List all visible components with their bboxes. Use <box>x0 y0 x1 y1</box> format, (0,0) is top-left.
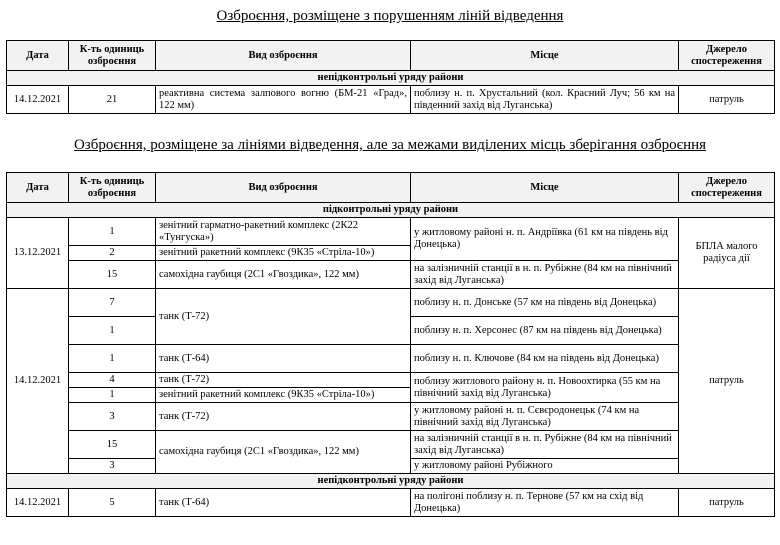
cell-place: поблизу н. п. Ключове (84 км на південь від Донецька) <box>411 345 679 373</box>
table-section1 <box>6 40 775 114</box>
cell-type: танк (Т-64) <box>156 489 411 517</box>
cell-place: у житловому районі Рубіжного <box>411 459 679 474</box>
group-label: непідконтрольні уряду райони <box>7 71 775 86</box>
cell-type: зенітний ракетний комплекс (9К35 «Стріла-10») <box>156 388 411 403</box>
cell-place: поблизу житлового району н. п. Новоохтирка (55 км на північний захід від Луганська) <box>411 373 679 403</box>
cell-place: поблизу н. п. Херсонес (87 км на південь від Донецька) <box>411 317 679 345</box>
header-place: Місце <box>411 173 679 203</box>
cell-date: 13.12.2021 <box>7 218 69 289</box>
cell-count: 1 <box>69 388 156 403</box>
table-row <box>7 261 775 289</box>
cell-count: 15 <box>69 431 156 459</box>
cell-count: 7 <box>69 289 156 317</box>
cell-source: патруль <box>679 289 775 474</box>
cell-place: на залізничній станції в н. п. Рубіжне (84 км на північний захід від Луганська) <box>411 431 679 459</box>
table-section2 <box>6 172 775 517</box>
cell-place: на полігоні поблизу н. п. Тернове (57 км на схід від Донецька) <box>411 489 679 517</box>
header-source: Джерело спостереження <box>679 41 775 71</box>
table-row <box>7 489 775 517</box>
header-date: Дата <box>7 41 69 71</box>
cell-count: 5 <box>69 489 156 517</box>
cell-type: танк (Т-72) <box>156 289 411 345</box>
group-label-uncontrolled: непідконтрольні уряду райони <box>7 474 775 489</box>
cell-place: у житловому районі н. п. Сєвєродонецьк (74 км на північний захід від Луганська) <box>411 403 679 431</box>
table-row <box>7 403 775 431</box>
cell-count: 1 <box>69 218 156 246</box>
cell-count: 3 <box>69 459 156 474</box>
cell-count: 2 <box>69 246 156 261</box>
cell-source: БПЛА малого радіуса дії <box>679 218 775 289</box>
cell-place: на залізничній станції в н. п. Рубіжне (84 км на північний захід від Луганська) <box>411 261 679 289</box>
header-source: Джерело спостереження <box>679 173 775 203</box>
cell-count: 1 <box>69 345 156 373</box>
cell-date: 14.12.2021 <box>7 489 69 517</box>
table-header-row <box>7 173 775 203</box>
cell-date: 14.12.2021 <box>7 289 69 474</box>
header-type: Вид озброєння <box>156 41 411 71</box>
cell-date: 14.12.2021 <box>7 86 69 114</box>
header-date: Дата <box>7 173 69 203</box>
header-type: Вид озброєння <box>156 173 411 203</box>
cell-type: танк (Т-72) <box>156 373 411 388</box>
table-header-row <box>7 41 775 71</box>
cell-type: танк (Т-64) <box>156 345 411 373</box>
table-row <box>7 431 775 459</box>
cell-count: 21 <box>69 86 156 114</box>
cell-count: 1 <box>69 317 156 345</box>
cell-place: у житловому районі н. п. Андріївка (61 км на південь від Донецька) <box>411 218 679 261</box>
table-row <box>7 373 775 388</box>
cell-place: поблизу н. п. Донське (57 км на південь від Донецька) <box>411 289 679 317</box>
table-row <box>7 345 775 373</box>
header-count: К-ть одиниць озброєння <box>69 41 156 71</box>
section2-title: Озброєння, розміщене за лініями відведення, але за межами виділених місць зберігання озброєння <box>73 137 707 153</box>
cell-count: 3 <box>69 403 156 431</box>
cell-count: 15 <box>69 261 156 289</box>
section1-title: Озброєння, розміщене з порушенням ліній відведення <box>216 8 564 24</box>
cell-type: реактивна система залпового вогню (БМ-21 «Град», 122 мм) <box>156 86 411 114</box>
cell-place: поблизу н. п. Хрустальний (кол. Красний Луч; 56 км на південний захід від Луганська) <box>411 86 679 114</box>
cell-source: патруль <box>679 489 775 517</box>
cell-type: самохідна гаубиця (2С1 «Гвоздика», 122 мм) <box>156 261 411 289</box>
cell-source: патруль <box>679 86 775 114</box>
cell-type: самохідна гаубиця (2С1 «Гвоздика», 122 мм) <box>156 431 411 474</box>
cell-count: 4 <box>69 373 156 388</box>
header-place: Місце <box>411 41 679 71</box>
table-row <box>7 289 775 317</box>
group-label-controlled: підконтрольні уряду райони <box>7 203 775 218</box>
cell-type: танк (Т-72) <box>156 403 411 431</box>
table-row <box>7 218 775 246</box>
cell-type: зенітний ракетний комплекс (9К35 «Стріла-10») <box>156 246 411 261</box>
cell-type: зенітний гарматно-ракетний комплекс (2К22 «Тунгуска») <box>156 218 411 246</box>
table-row <box>7 86 775 114</box>
header-count: К-ть одиниць озброєння <box>69 173 156 203</box>
